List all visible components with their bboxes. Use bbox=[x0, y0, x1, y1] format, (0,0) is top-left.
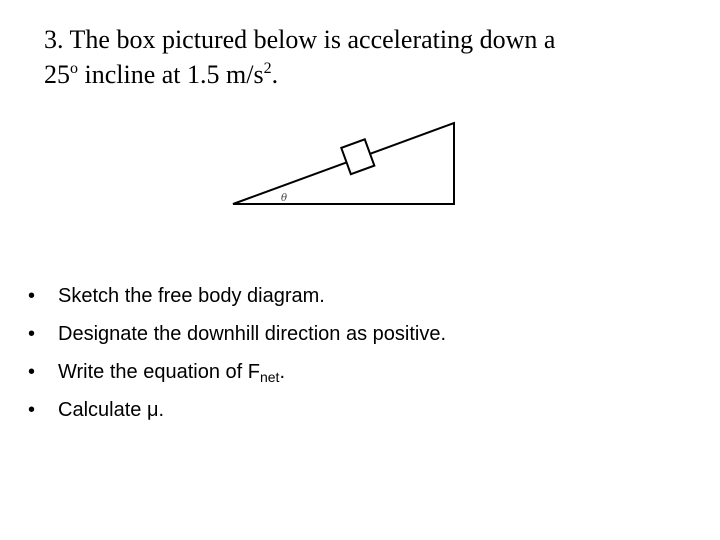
bullet-marker: • bbox=[28, 323, 36, 345]
task-list bbox=[28, 277, 446, 429]
mu-symbol: μ bbox=[146, 399, 159, 421]
incline-diagram bbox=[225, 112, 465, 212]
task-item bbox=[28, 353, 446, 391]
incline-angle-value: 25 bbox=[44, 60, 70, 89]
incline-triangle bbox=[233, 123, 454, 204]
incline-figure bbox=[225, 112, 465, 212]
task-text: Sketch the free body diagram. bbox=[58, 285, 325, 307]
net-subscript: net bbox=[259, 369, 280, 385]
task-text-end: . bbox=[279, 361, 285, 383]
task-text: Write the equation of F bbox=[58, 361, 260, 383]
title-line-2-text: incline at 1.5 m/s bbox=[78, 60, 264, 89]
problem-title bbox=[44, 22, 704, 92]
bullet-marker: • bbox=[28, 399, 36, 421]
title-line-2 bbox=[44, 57, 704, 92]
bullet-marker: • bbox=[28, 361, 36, 383]
task-text-end: . bbox=[158, 399, 165, 421]
task-text: Calculate bbox=[58, 399, 147, 421]
title-line-2-period: . bbox=[271, 60, 279, 89]
task-item bbox=[28, 391, 446, 429]
task-item bbox=[28, 277, 446, 315]
box bbox=[341, 139, 374, 174]
angle-label-theta: θ bbox=[281, 193, 288, 204]
bullet-marker: • bbox=[28, 285, 36, 307]
task-item bbox=[28, 315, 446, 353]
title-line-1: 3. The box pictured below is accelerating down a bbox=[44, 25, 556, 54]
units-exponent: 2 bbox=[263, 60, 272, 77]
task-text: Designate the downhill direction as positive. bbox=[58, 323, 446, 345]
degree-mark: o bbox=[70, 60, 78, 77]
